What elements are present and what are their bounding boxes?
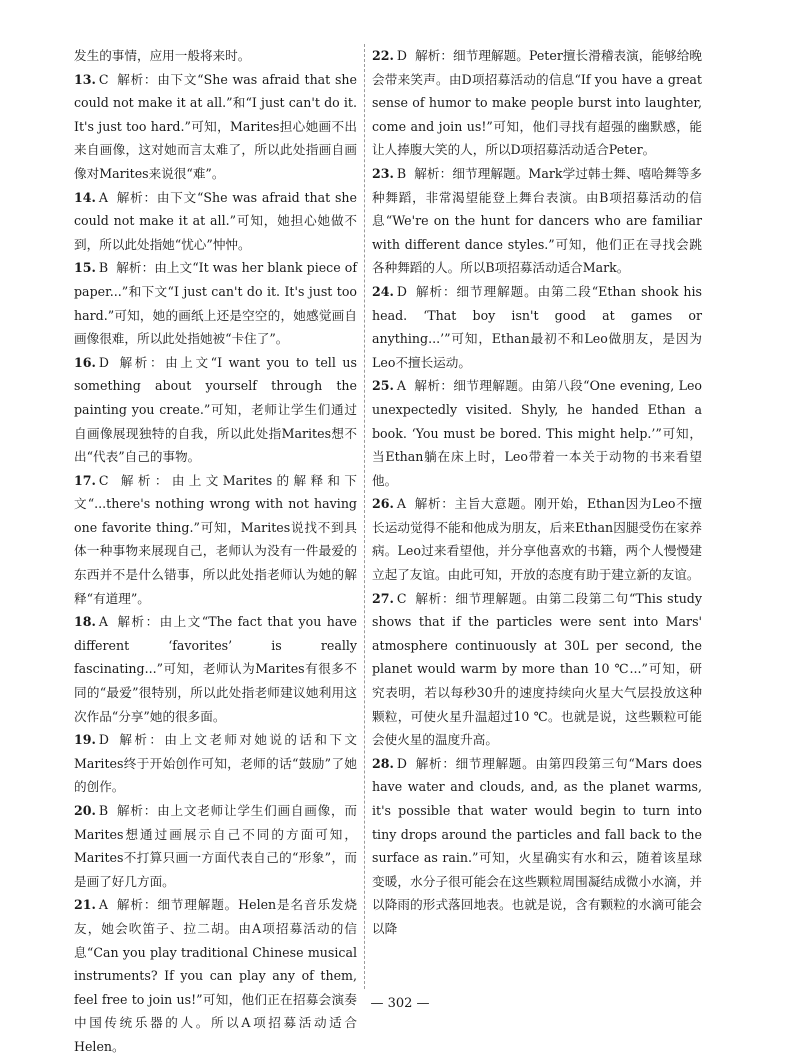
question-number: 23. [372,165,394,181]
answer-letter: A [396,496,407,512]
answer-entry [74,728,357,799]
explanation-text: 解析：由上文老师让学生们画自画像，而Marites想通过画展示自己不同的方面可知，Marites不打算只画一方面代表自己的“形象”，而是画了好几方面。 [74,803,357,889]
answer-entry [372,752,702,941]
answer-letter: C [396,590,407,606]
answer-entry [74,799,357,893]
answer-letter: A [396,378,407,394]
answer-letter: C [98,472,109,488]
question-number: 17. [74,472,96,488]
answer-letter: D [98,732,110,748]
explanation-text: 解析：细节理解题。由第二段第二句“This study shows that if the particles were sent into Mars' atmosphere continuously at 30L per second, the planet would warm by more than 10 ℃...”可知，研究表明，若以每秒30升的速度持续向火星大气层投放这种颗粒，可使火星升温超过10 ℃。也就是说，这些颗粒可能会使火星的温度升高。 [372,590,702,748]
answer-letter: D [98,354,110,370]
answer-entry [74,893,357,1058]
answer-entry [74,44,357,68]
page-footer [0,996,800,1011]
explanation-text: 解析：由上文“I want you to tell us something about yourself through the painting you create.”可知，老师让学生们通过自画像展现独特的自我，所以此处指Marites想不出“代表”自己的事物。 [74,354,357,465]
explanation-text: 解析：细节理解题。由第八段“One evening, Leo unexpectedly visited. Shyly, he handed Ethan a book. ‘You must be bored. This might help.’”可知，当Ethan躺在床上时，Leo带着一本关于动物的书来看望他。 [372,378,702,488]
question-number: 16. [74,354,96,370]
answer-entry [74,186,357,257]
answer-entry [372,587,702,752]
answer-letter: C [98,71,109,87]
column-divider [364,44,365,989]
explanation-text: 解析：主旨大意题。刚开始，Ethan因为Leo不擅长运动觉得不能和他成为朋友，后来Ethan因腿受伤在家养病。Leo过来看望他，并分享他喜欢的书籍，两个人慢慢建立起了友谊。由此可知，开放的态度有助于建立新的友谊。 [372,496,702,583]
answer-entry [74,351,357,469]
question-number: 18. [74,614,96,630]
answer-entry [372,492,702,586]
answer-letter: A [98,614,109,630]
answer-entry [372,280,702,374]
explanation-text: 解析：由上文“The fact that you have different ‘favorites’ is really fascinating...”可知，老师认为Marites有很多不同的“最爱”很特别，所以此处指老师建议她利用这次作品“分享”她的很多面。 [74,614,357,724]
left-column [74,44,357,1059]
explanation-text: 解析：由上文Marites的解释和下文“...there's nothing wrong with not having one favorite thing.”可知，Marites说找不到具体一种事物来展现自己，老师认为没有一件最爱的东西并不是什么错事，所以此处指老师认为她的解释“有道理”。 [74,472,357,606]
answer-entry [74,610,357,728]
answer-entry [74,68,357,186]
question-number: 13. [74,71,96,87]
answer-letter: A [98,189,109,205]
question-number: 14. [74,189,96,205]
question-number: 25. [372,378,394,394]
footer-dash-left: — [370,996,388,1011]
question-number: 19. [74,732,96,748]
question-number: 20. [74,803,96,818]
answer-entry [74,469,357,611]
explanation-text: 解析：由上文老师对她说的话和下文Marites终于开始创作可知，老师的话“鼓励”了她的创作。 [74,732,357,795]
answer-letter: A [98,897,109,913]
explanation-text: 解析：由下文“She was afraid that she could not make it at all.”可知，她担心她做不到，所以此处指她“忧心”忡忡。 [74,189,357,252]
explanation-text: 解析：细节理解题。Helen是名音乐发烧友，她会吹笛子、拉二胡。由A项招募活动的信息“Can you play traditional Chinese musical instruments? If you can play any of them, feel free to join us!”可知，他们正在招募会演奏中国传统乐器的人。所以A项招募活动适合Helen。 [74,897,357,1054]
page-number: 302 [387,996,413,1011]
question-number: 24. [372,283,394,299]
explanation-text: 解析：细节理解题。Peter擅长滑稽表演，能够给晚会带来笑声。由D项招募活动的信息“If you have a great sense of humor to make people burst into laughter, come and join us!”可知，他们寻找有超强的幽默感，能让人捧腹大笑的人，所以D项招募活动适合Peter。 [372,48,702,158]
question-number: 21. [74,897,96,913]
explanation-text: 解析：由上文“It was her blank piece of paper...”和下文“I just can't do it. It's just too hard.”可知，她的画纸上还是空空的，她感觉画自画像很难，所以此处指她被“卡住了”。 [74,260,357,347]
answer-letter: D [396,283,408,299]
answer-entry [74,256,357,350]
footer-dash-right: — [412,996,430,1011]
question-number: 15. [74,260,96,276]
answer-letter: B [98,803,109,818]
question-number: 27. [372,590,394,606]
answer-letter: B [98,260,109,276]
explanation-text: 发生的事情，应用一般将来时。 [74,48,251,63]
explanation-text: 解析：细节理解题。由第四段第三句“Mars does have water and clouds, and, as the planet warms, it's possible that water would begin to turn into tiny drops around the particles and fall back to the surface as rain.”可知，火星确实有水和云，随着该星球变暖，水分子很可能会在这些颗粒周围凝结成微小水滴，并以降雨的形式落回地表。也就是说，含有颗粒的水滴可能会以降 [372,755,702,936]
explanation-text: 解析：细节理解题。由第二段“Ethan shook his head. ‘That boy isn't good at games or anything...’”可知，Ethan最初不和Leo做朋友，是因为Leo不擅长运动。 [372,283,702,370]
question-number: 28. [372,755,394,771]
answer-letter: D [396,48,408,63]
right-column [372,44,702,941]
question-number: 26. [372,496,394,512]
explanation-text: 解析：细节理解题。Mark学过韩士舞、嘻哈舞等多种舞蹈，非常渴望能登上舞台表演。由B项招募活动的信息“We're on the hunt for dancers who are familiar with different dance styles.”可知，他们正在寻找会跳各种舞蹈的人。所以B项招募活动适合Mark。 [372,165,702,276]
answer-entry [372,44,702,162]
answer-entry [372,162,702,280]
explanation-text: 解析：由下文“She was afraid that she could not make it at all.”和“I just can't do it. It's just too hard.”可知，Marites担心她画不出来自画像，这对她而言太难了，所以此处指画自画像对Marites来说很“难”。 [74,71,357,181]
answer-letter: B [396,165,407,181]
answer-letter: D [396,755,408,771]
question-number: 22. [372,48,394,63]
answer-entry [372,374,702,492]
